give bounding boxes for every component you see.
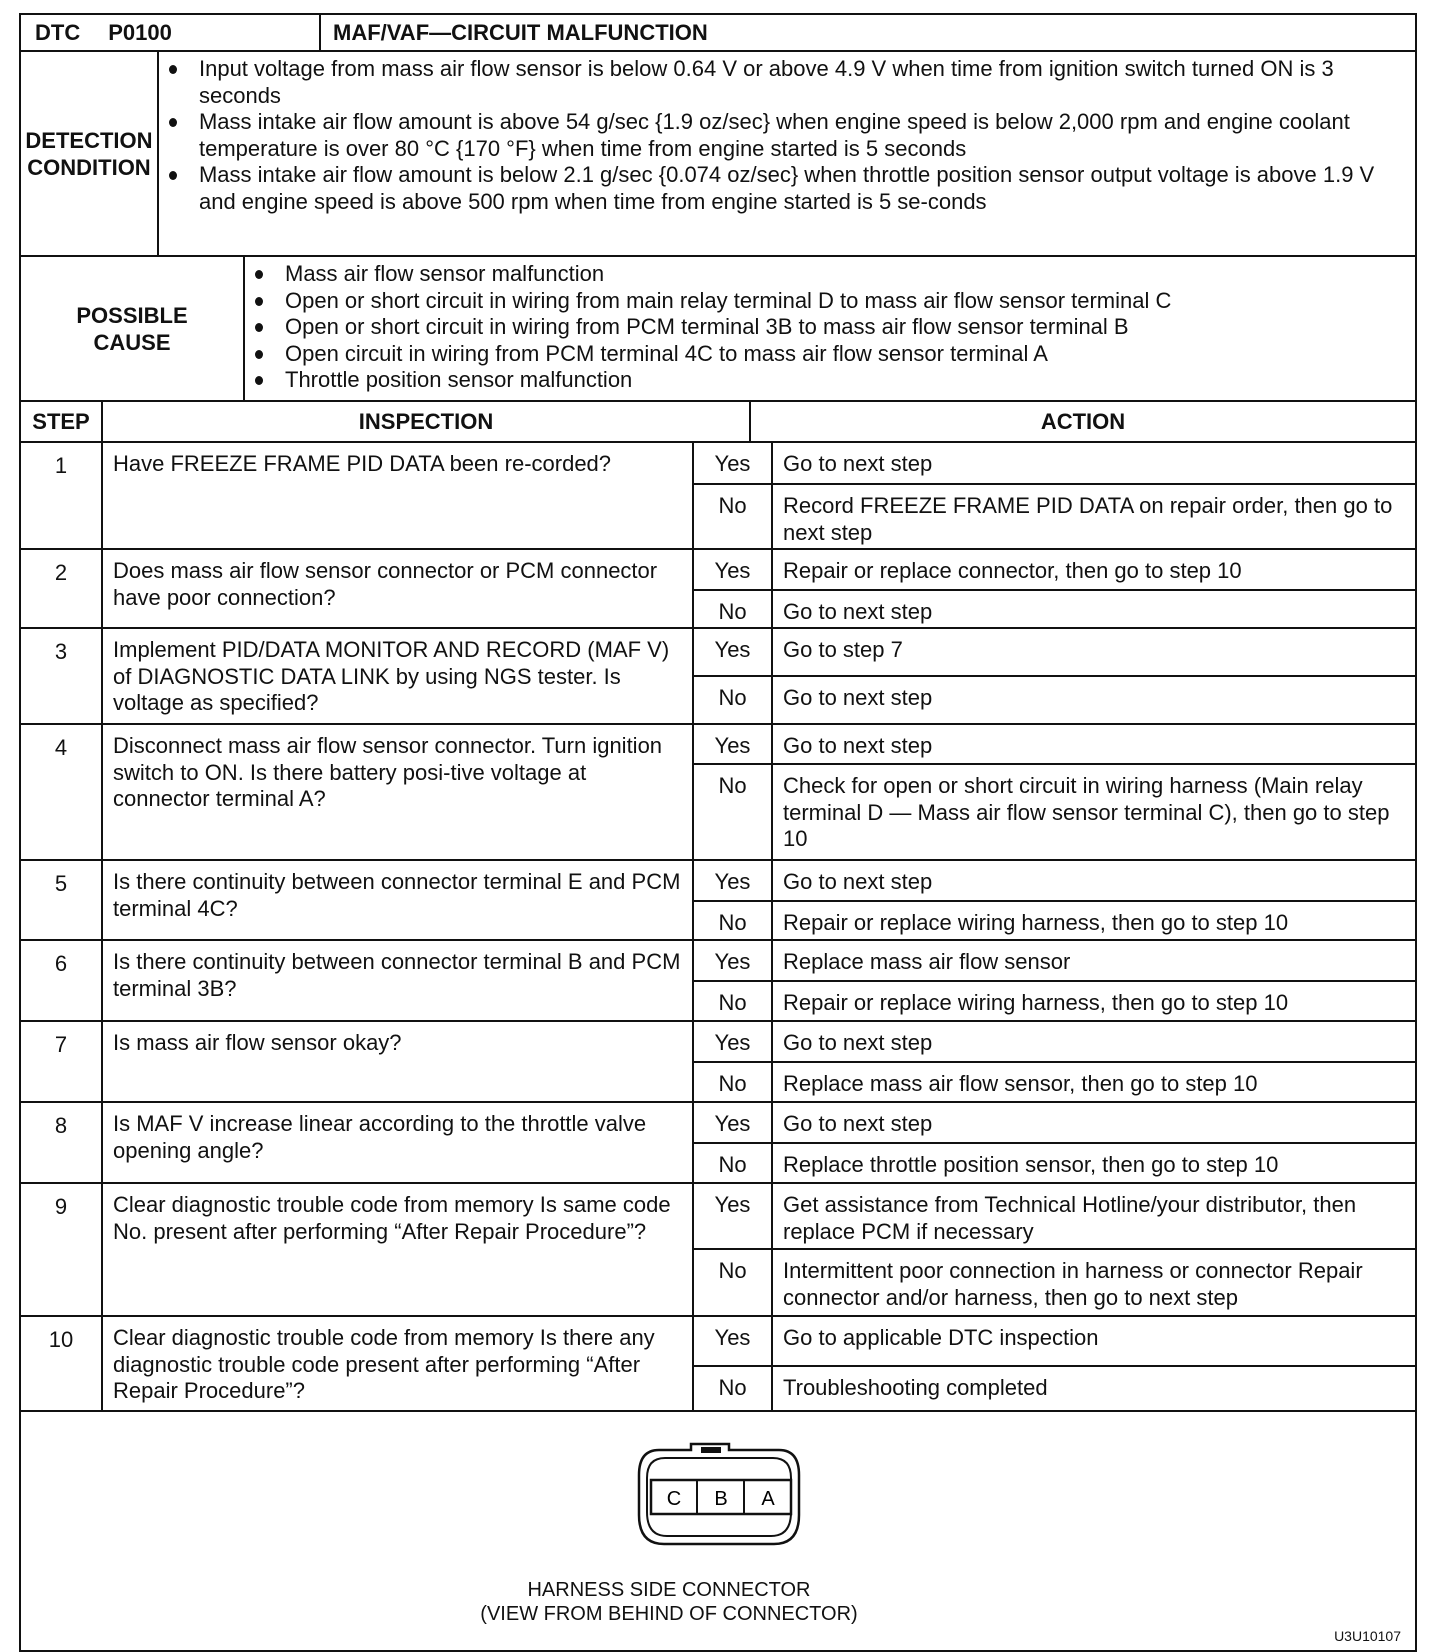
yes-action: Replace mass air flow sensor bbox=[783, 949, 1071, 974]
step-number: 1 bbox=[21, 443, 103, 548]
bullet-item: Open or short circuit in wiring from PCM terminal 3B to mass air flow sensor terminal B bbox=[285, 314, 1171, 341]
step-number: 6 bbox=[21, 941, 103, 1020]
bullet-item: Open circuit in wiring from PCM terminal 4C to mass air flow sensor terminal A bbox=[285, 341, 1171, 368]
step-column-header: STEP bbox=[21, 402, 103, 441]
inspection-column-header: INSPECTION bbox=[103, 402, 751, 441]
connector-diagram bbox=[21, 1412, 1415, 1650]
step-question: Disconnect mass air flow sensor connector. Turn ignition switch to ON. Is there battery posi-tive voltage at connector terminal A? bbox=[103, 725, 694, 859]
yes-action: Go to next step bbox=[783, 1111, 933, 1136]
step-row bbox=[21, 1022, 1415, 1103]
step-number: 10 bbox=[21, 1317, 103, 1410]
step-number: 3 bbox=[21, 629, 103, 723]
no-action: Repair or replace wiring harness, then go to step 10 bbox=[783, 990, 1289, 1015]
dtc-procedure-document bbox=[19, 13, 1417, 1652]
dtc-header bbox=[21, 15, 1415, 52]
bullet-item: Mass air flow sensor malfunction bbox=[285, 261, 1171, 288]
yes-row bbox=[694, 941, 1415, 980]
step-row bbox=[21, 725, 1415, 861]
yes-label: Yes bbox=[694, 941, 773, 980]
yes-label: Yes bbox=[694, 1184, 773, 1248]
no-action: Check for open or short circuit in wiring harness (Main relay terminal D — Mass air flow sensor terminal C), then go to step 10 bbox=[783, 773, 1390, 851]
yes-label: Yes bbox=[694, 629, 773, 675]
step-question: Clear diagnostic trouble code from memory Is there any diagnostic trouble code present after performing “After Repair Procedure”? bbox=[103, 1317, 694, 1410]
no-label: No bbox=[694, 765, 773, 861]
dtc-label: DTC bbox=[35, 19, 81, 45]
step-number: 8 bbox=[21, 1103, 103, 1182]
step-row bbox=[21, 941, 1415, 1022]
step-row bbox=[21, 1184, 1415, 1317]
yes-row bbox=[694, 1022, 1415, 1061]
no-row bbox=[694, 1061, 1415, 1106]
yes-row bbox=[694, 443, 1415, 483]
no-action: Troubleshooting completed bbox=[783, 1375, 1048, 1400]
dtc-code: P0100 bbox=[108, 19, 172, 45]
bullet-item: Open or short circuit in wiring from main relay terminal D to mass air flow sensor terminal C bbox=[285, 287, 1172, 313]
no-label: No bbox=[694, 902, 773, 945]
no-row bbox=[694, 763, 1415, 861]
action-column-header: ACTION bbox=[1040, 408, 1126, 434]
step-question: Is there continuity between connector terminal E and PCM terminal 4C? bbox=[103, 861, 694, 939]
no-row bbox=[694, 1365, 1415, 1410]
no-row bbox=[694, 589, 1415, 634]
no-row bbox=[694, 483, 1415, 554]
step-question: Is mass air flow sensor okay? bbox=[103, 1022, 694, 1101]
no-label: No bbox=[694, 1063, 773, 1106]
terminal-a: A bbox=[761, 1488, 775, 1510]
step-row bbox=[21, 861, 1415, 941]
possible-cause-label: POSSIBLE CAUSE bbox=[21, 257, 245, 400]
no-row bbox=[694, 980, 1415, 1025]
step-question: Does mass air flow sensor connector or PCM connector have poor connection? bbox=[103, 550, 694, 627]
steps-table bbox=[21, 443, 1415, 1412]
no-action: Replace throttle position sensor, then go to step 10 bbox=[783, 1152, 1279, 1177]
detection-condition-section bbox=[21, 52, 1415, 257]
yes-row bbox=[694, 629, 1415, 675]
terminal-b: B bbox=[714, 1488, 728, 1510]
step-number: 4 bbox=[21, 725, 103, 859]
possible-cause-section bbox=[21, 257, 1415, 402]
no-action: Intermittent poor connection in harness or connector Repair connector and/or harness, then go to next step bbox=[783, 1258, 1363, 1310]
step-number: 5 bbox=[21, 861, 103, 939]
yes-action: Go to next step bbox=[783, 869, 933, 894]
yes-label: Yes bbox=[694, 1022, 773, 1061]
terminal-c: C bbox=[666, 1488, 682, 1510]
yes-action: Get assistance from Technical Hotline/your distributor, then replace PCM if necessary bbox=[783, 1192, 1357, 1244]
yes-action: Go to step 7 bbox=[783, 637, 903, 662]
no-action: Go to next step bbox=[783, 685, 933, 710]
yes-label: Yes bbox=[694, 1317, 773, 1365]
bullet-item: Mass intake air flow amount is above 54 g/sec {1.9 oz/sec} when engine speed is below 2,000 rpm and engine coolant temperature is over 80 °C {170 °F} when time from engine started is 5 seconds bbox=[199, 109, 1405, 162]
step-question: Have FREEZE FRAME PID DATA been re-corded? bbox=[103, 443, 694, 548]
yes-action: Go to applicable DTC inspection bbox=[783, 1325, 1099, 1350]
no-label: No bbox=[694, 591, 773, 634]
step-row bbox=[21, 550, 1415, 629]
no-label: No bbox=[694, 1250, 773, 1319]
bullet-item: Throttle position sensor malfunction bbox=[285, 367, 1171, 394]
yes-label: Yes bbox=[694, 1103, 773, 1142]
no-action: Repair or replace wiring harness, then go to step 10 bbox=[783, 910, 1289, 935]
yes-label: Yes bbox=[694, 550, 773, 589]
yes-row bbox=[694, 550, 1415, 589]
yes-row bbox=[694, 1184, 1415, 1248]
detection-label: DETECTION CONDITION bbox=[21, 52, 159, 255]
step-number: 9 bbox=[21, 1184, 103, 1315]
no-label: No bbox=[694, 1367, 773, 1410]
connector-icon bbox=[629, 1440, 809, 1550]
step-row bbox=[21, 629, 1415, 725]
step-question: Is MAF V increase linear according to the throttle valve opening angle? bbox=[103, 1103, 694, 1182]
yes-label: Yes bbox=[694, 443, 773, 483]
no-label: No bbox=[694, 485, 773, 554]
yes-action: Go to next step bbox=[783, 1030, 933, 1055]
no-row bbox=[694, 1142, 1415, 1187]
diagram-caption: HARNESS SIDE CONNECTOR (VIEW FROM BEHIND OF CONNECTOR) bbox=[480, 1579, 858, 1625]
step-question: Implement PID/DATA MONITOR AND RECORD (MAF V) of DIAGNOSTIC DATA LINK by using NGS tester. Is voltage as specified? bbox=[103, 629, 694, 723]
yes-action: Repair or replace connector, then go to step 10 bbox=[783, 558, 1242, 583]
no-row bbox=[694, 900, 1415, 945]
no-action: Go to next step bbox=[783, 599, 933, 624]
step-row bbox=[21, 443, 1415, 550]
no-row bbox=[694, 1248, 1415, 1319]
no-row bbox=[694, 675, 1415, 723]
yes-action: Go to next step bbox=[783, 733, 933, 758]
yes-label: Yes bbox=[694, 861, 773, 900]
step-number: 2 bbox=[21, 550, 103, 627]
yes-label: Yes bbox=[694, 725, 773, 763]
no-action: Replace mass air flow sensor, then go to step 10 bbox=[783, 1071, 1258, 1096]
step-question: Is there continuity between connector terminal B and PCM terminal 3B? bbox=[103, 941, 694, 1020]
dtc-title: MAF/VAF—CIRCUIT MALFUNCTION bbox=[333, 19, 708, 45]
step-number: 7 bbox=[21, 1022, 103, 1101]
no-label: No bbox=[694, 677, 773, 723]
bullet-item: Mass intake air flow amount is below 2.1 g/sec {0.074 oz/sec} when throttle position sensor output voltage is above 1.9 V and engine speed is above 500 rpm when time from engine started is 5 se-conds bbox=[199, 162, 1405, 215]
steps-header bbox=[21, 402, 1415, 443]
possible-cause-list bbox=[245, 257, 1181, 400]
detection-list bbox=[159, 52, 1415, 255]
step-row bbox=[21, 1317, 1415, 1412]
yes-row bbox=[694, 1317, 1415, 1365]
step-question: Clear diagnostic trouble code from memory Is same code No. present after performing “After Repair Procedure”? bbox=[103, 1184, 694, 1315]
yes-row bbox=[694, 725, 1415, 763]
figure-code: U3U10107 bbox=[1334, 1628, 1401, 1644]
yes-row bbox=[694, 1103, 1415, 1142]
no-label: No bbox=[694, 982, 773, 1025]
bullet-item: Input voltage from mass air flow sensor is below 0.64 V or above 4.9 V when time from ignition switch turned ON is 3 seconds bbox=[199, 56, 1405, 109]
no-label: No bbox=[694, 1144, 773, 1187]
no-action: Record FREEZE FRAME PID DATA on repair order, then go to next step bbox=[783, 493, 1393, 545]
yes-row bbox=[694, 861, 1415, 900]
step-row bbox=[21, 1103, 1415, 1184]
yes-action: Go to next step bbox=[783, 451, 933, 476]
